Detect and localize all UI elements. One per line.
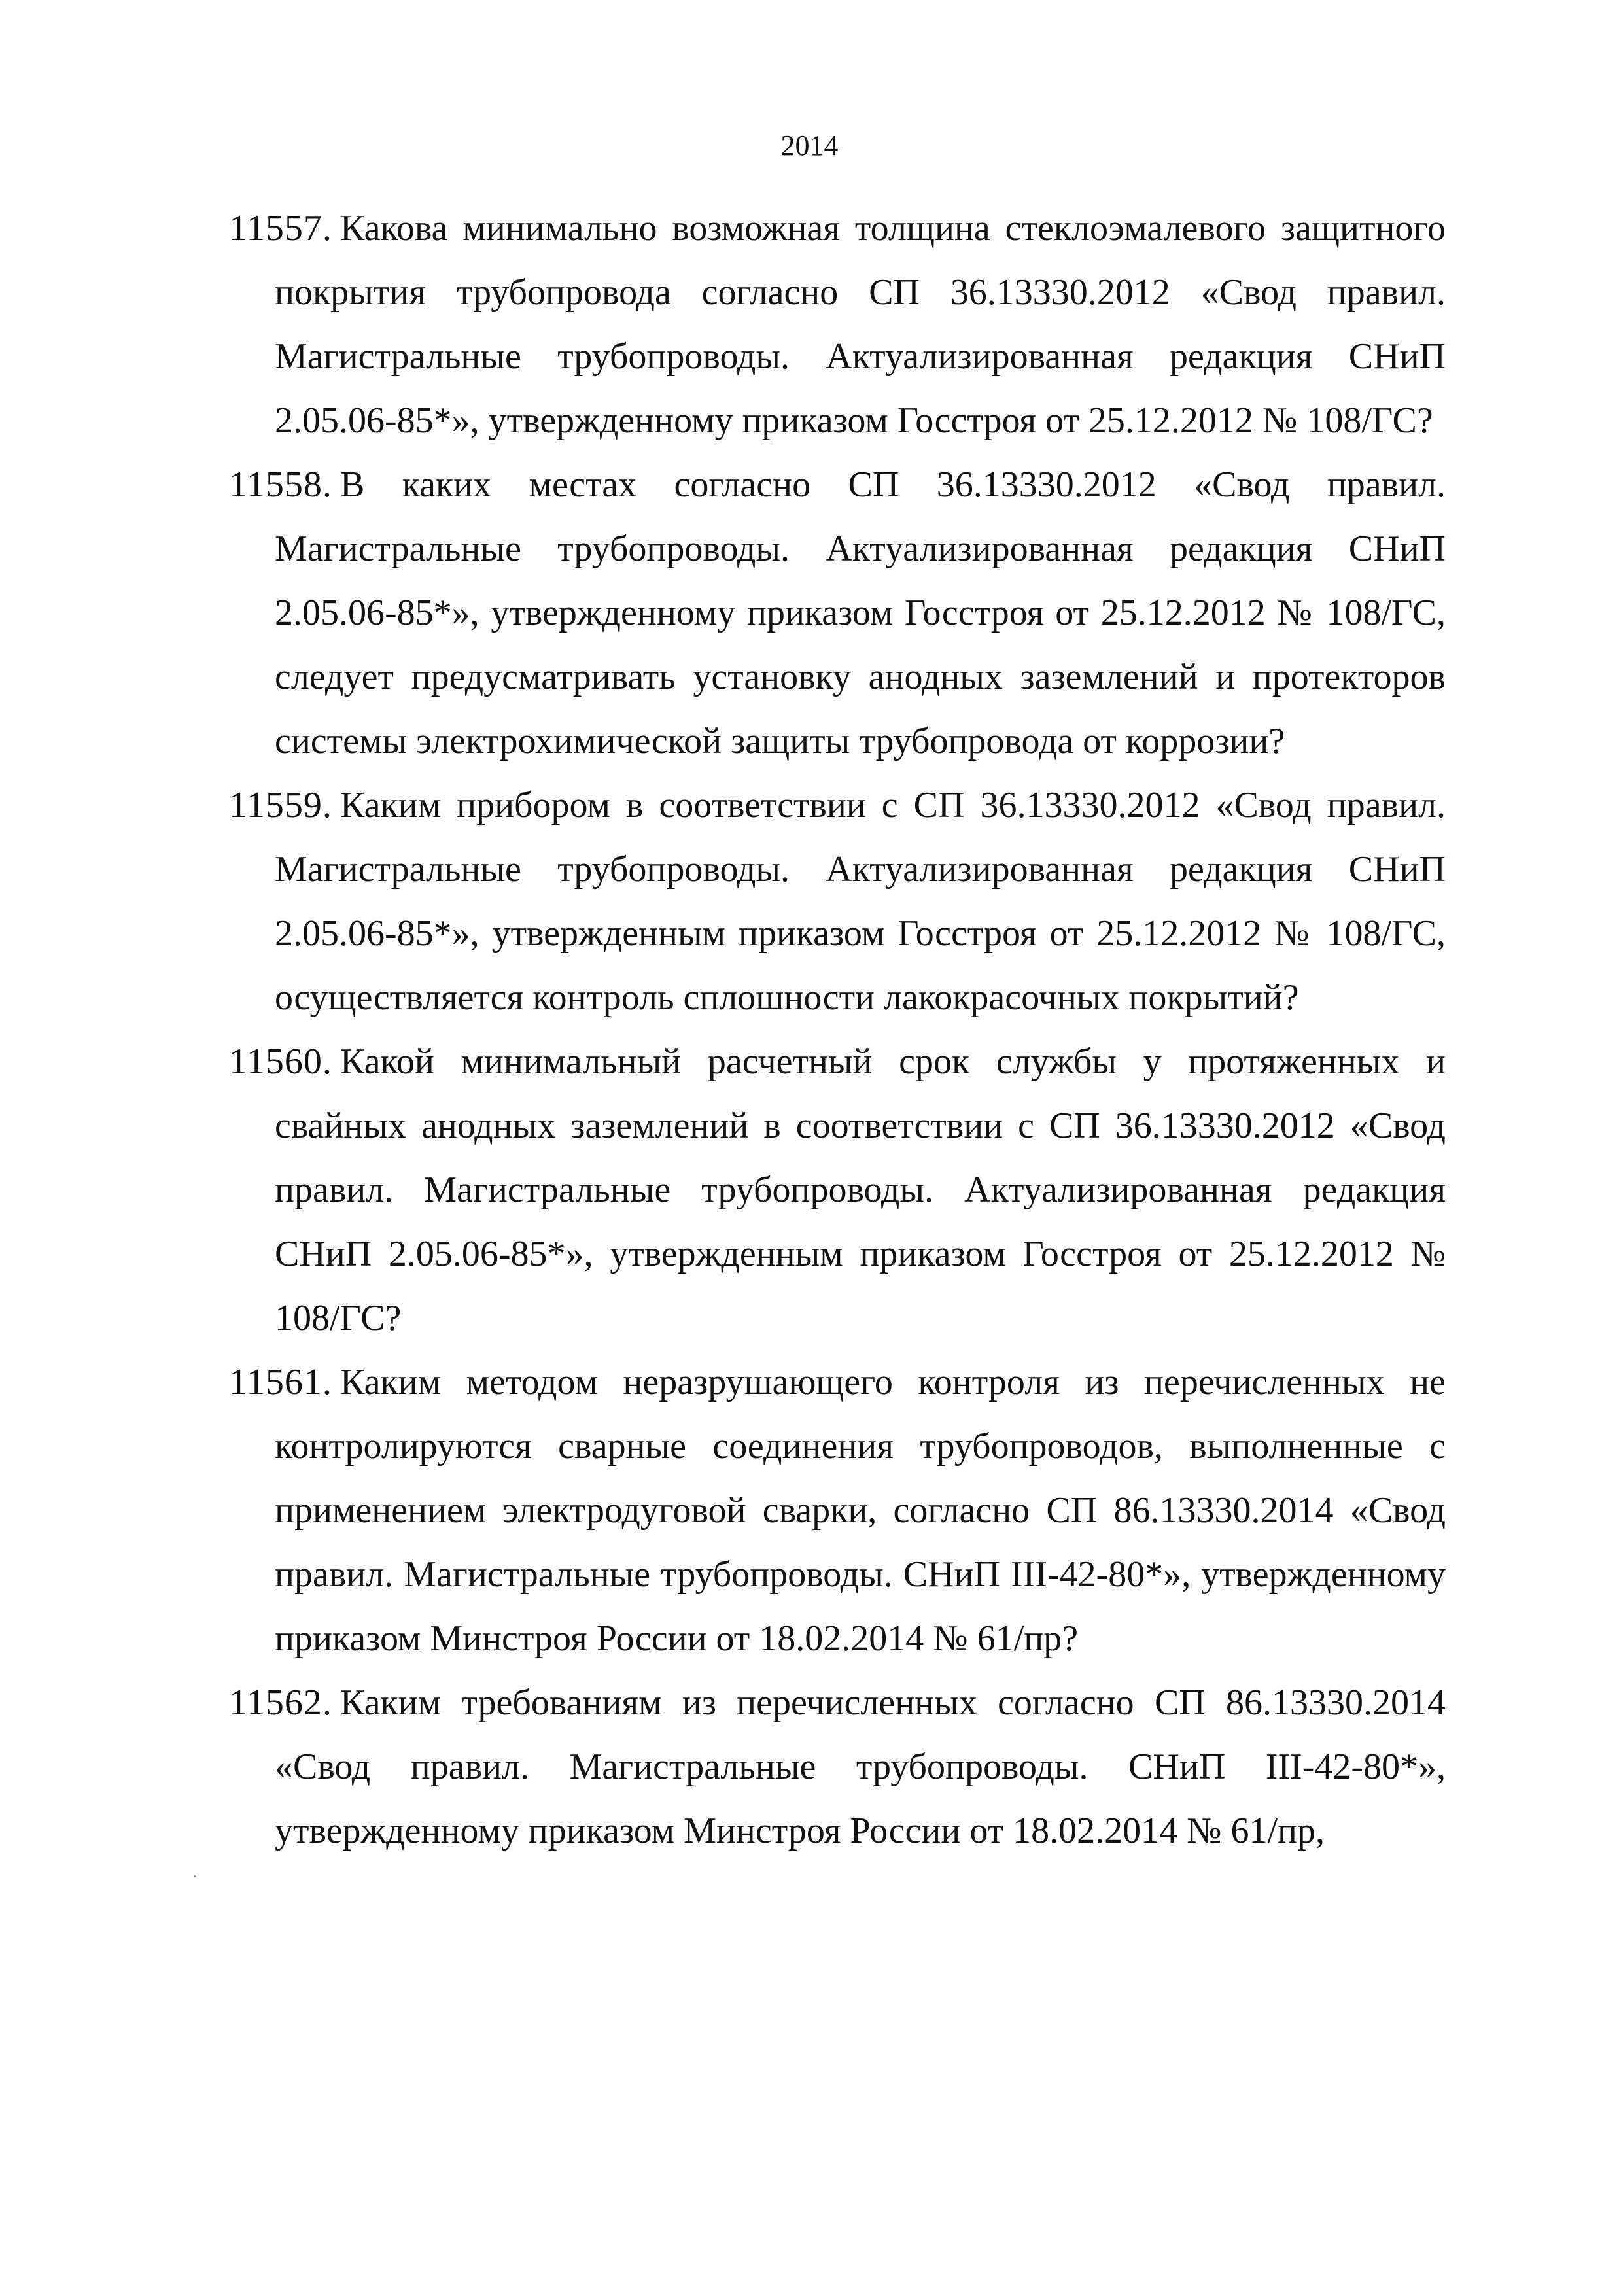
question-number: 11557. — [229, 208, 332, 249]
question-number: 11562. — [229, 1682, 332, 1723]
question-text: Каким прибором в соответствии с СП 36.13330.2012 «Свод правил. Магистральные трубопроводы. Актуализированная редакция СНиП 2.05.06-85*», утвержденным приказом Госстроя от 25.12.2012 № 108/ГС, осуществляется контроль сплошности лакокрасочных покрытий? — [275, 785, 1446, 1018]
question-number: 11561. — [229, 1362, 332, 1402]
page-number: 2014 — [780, 130, 839, 162]
question-item — [229, 196, 1446, 453]
question-item — [229, 1030, 1446, 1350]
question-text: Каким методом неразрушающего контроля из перечисленных не контролируются сварные соединения трубопроводов, выполненные с применением электродуговой сварки, согласно СП 86.13330.2014 «Свод правил. Магистральные трубопроводы. СНиП III-42-80*», утвержденному приказом Минстроя России от 18.02.2014 № 61/пр? — [275, 1362, 1446, 1659]
question-number: 11558. — [229, 464, 332, 505]
question-item — [229, 1350, 1446, 1671]
scan-speck — [194, 1875, 196, 1877]
question-item — [229, 773, 1446, 1030]
question-number: 11559. — [229, 785, 332, 826]
question-number: 11560. — [229, 1041, 332, 1082]
question-text: Какова минимально возможная толщина стеклоэмалевого защитного покрытия трубопровода согласно СП 36.13330.2012 «Свод правил. Магистральные трубопроводы. Актуализированная редакция СНиП 2.05.06-85*», утвержденному приказом Госстроя от 25.12.2012 № 108/ГС? — [275, 208, 1446, 441]
question-text: Какой минимальный расчетный срок службы у протяженных и свайных анодных заземлений в соответствии с СП 36.13330.2012 «Свод правил. Магистральные трубопроводы. Актуализированная редакция СНиП 2.05.06-85*», утвержденным приказом Госстроя от 25.12.2012 № 108/ГС? — [275, 1041, 1446, 1338]
question-item — [229, 1671, 1446, 1863]
question-text: В каких местах согласно СП 36.13330.2012 «Свод правил. Магистральные трубопроводы. Актуализированная редакция СНиП 2.05.06-85*», утвержденному приказом Госстроя от 25.12.2012 № 108/ГС, следует предусматривать установку анодных заземлений и протекторов системы электрохимической защиты трубопровода от коррозии? — [275, 464, 1446, 761]
questions-list — [229, 196, 1446, 1863]
question-text: Каким требованиям из перечисленных согласно СП 86.13330.2014 «Свод правил. Магистральные трубопроводы. СНиП III-42-80*», утвержденному приказом Минстроя России от 18.02.2014 № 61/пр, — [275, 1682, 1446, 1851]
question-item — [229, 453, 1446, 773]
